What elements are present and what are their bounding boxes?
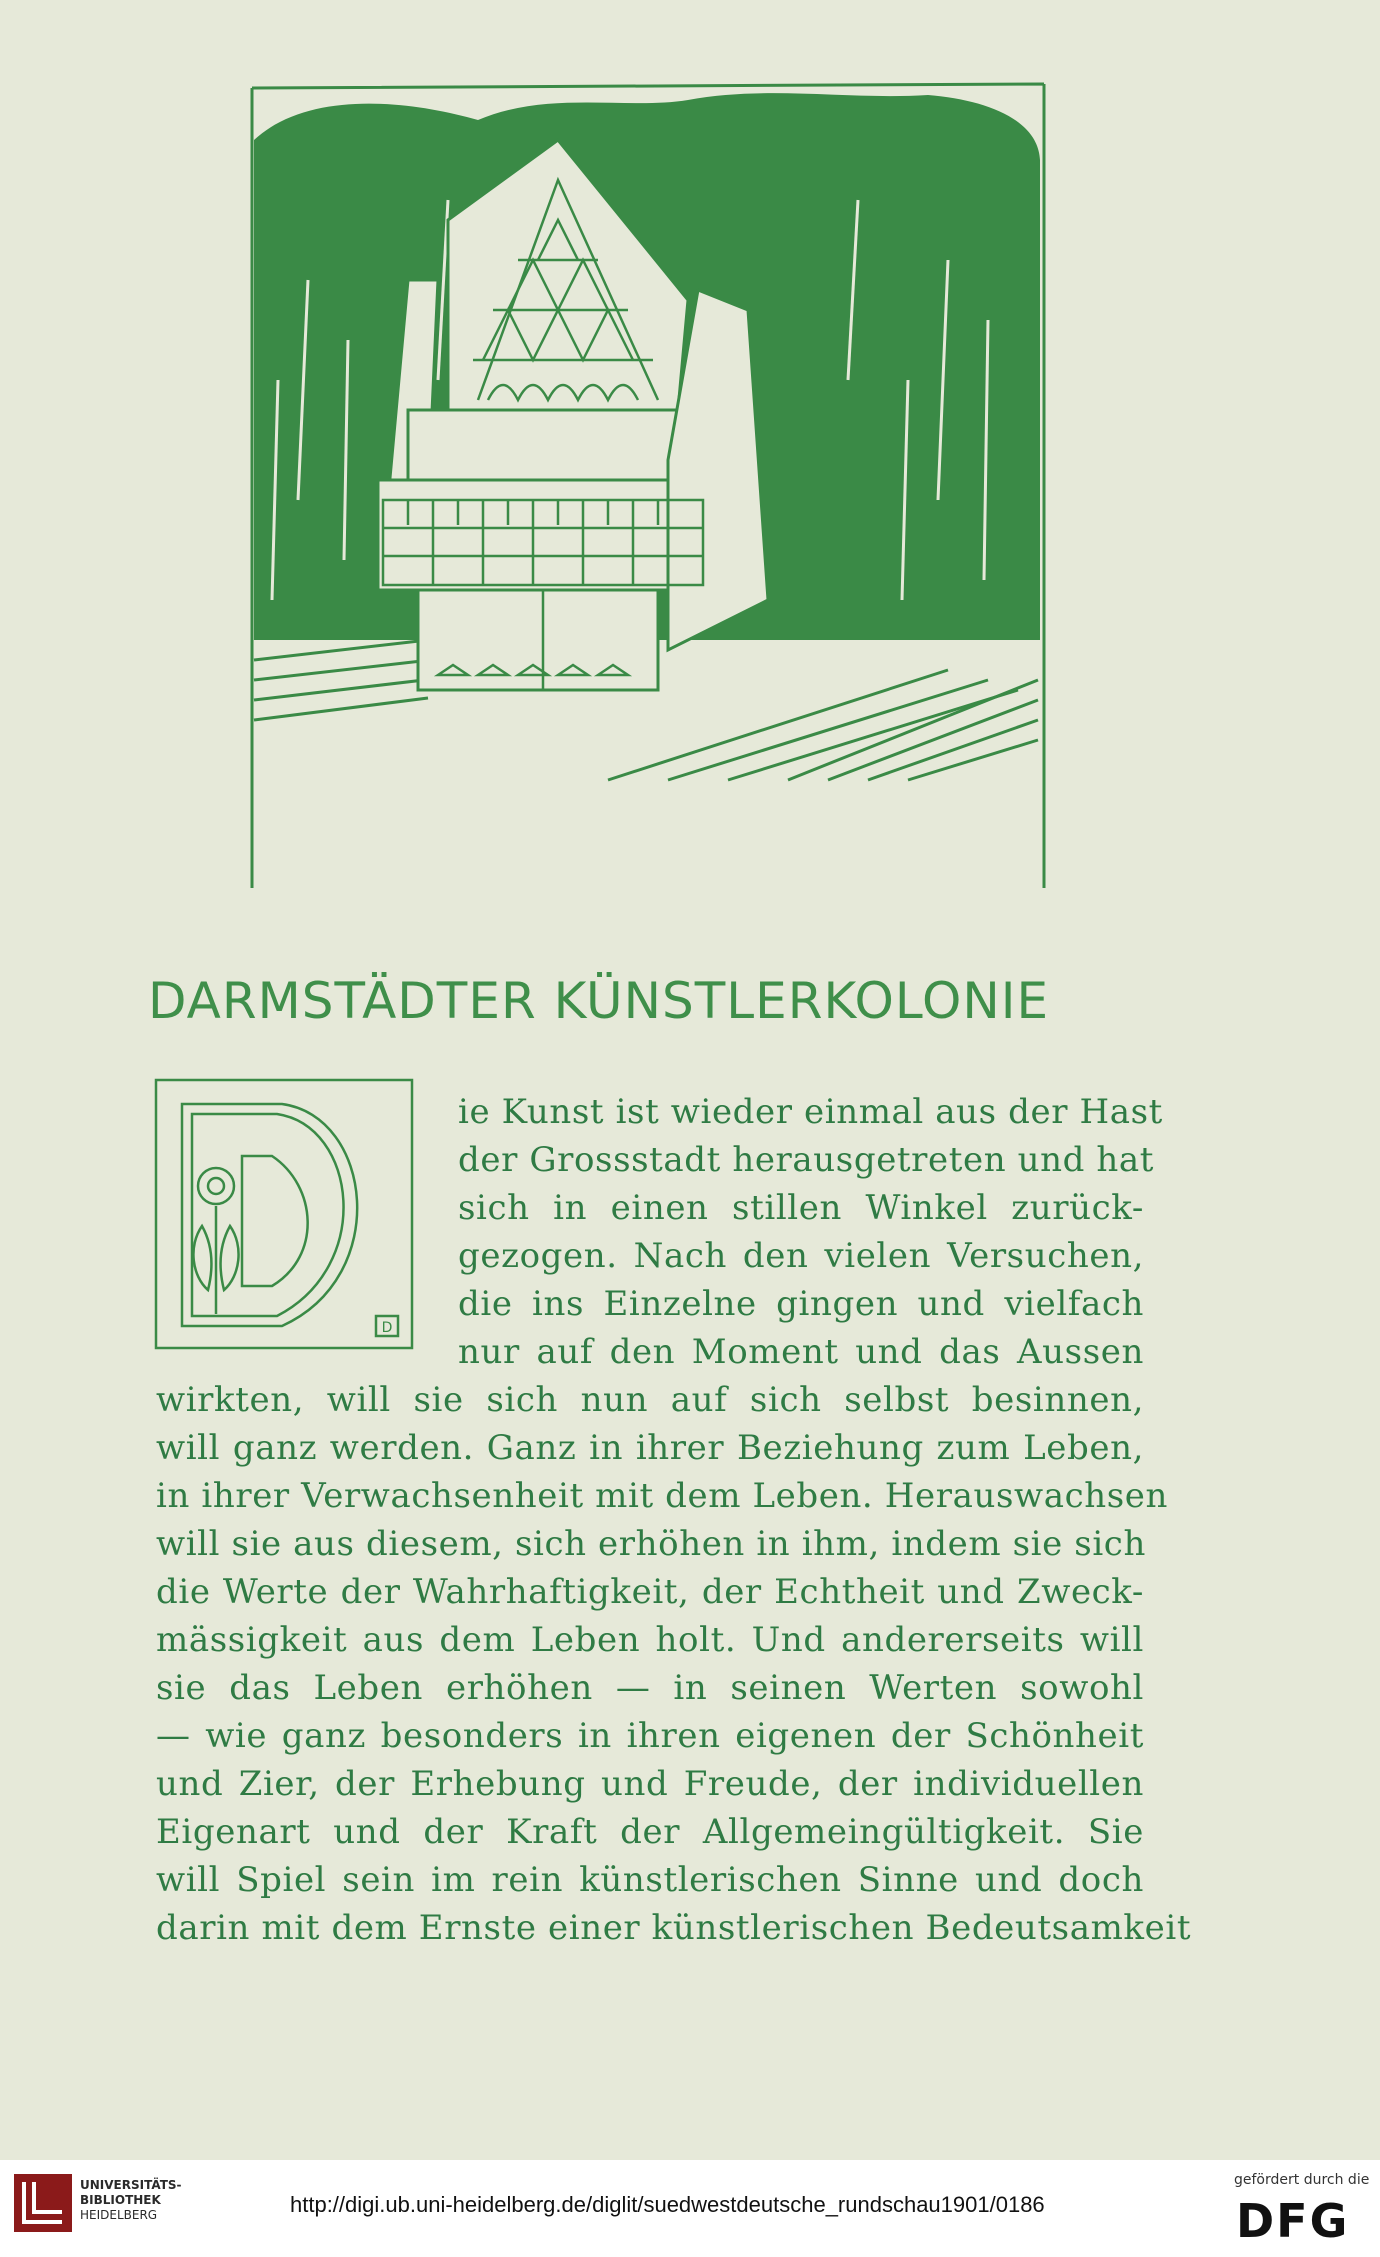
drop-cap-d xyxy=(152,1076,416,1354)
article-title: DARMSTÄDTER KÜNSTLERKOLONIE xyxy=(148,972,1050,1030)
dfg-logo: DFG xyxy=(1236,2194,1350,2248)
library-name: UNIVERSITÄTS- BIBLIOTHEK HEIDELBERG xyxy=(80,2178,182,2222)
text-line: Eigenart und der Kraft der Allgemeingültigkeit. Sie xyxy=(156,1812,1144,1852)
text-line: sich in einen stillen Winkel zurück- xyxy=(458,1188,1144,1228)
text-line: die ins Einzelne gingen und vielfach xyxy=(458,1284,1144,1324)
drop-cap-letter: D xyxy=(381,1320,393,1336)
text-line: ie Kunst ist wieder einmal aus der Hast xyxy=(458,1092,1163,1132)
source-url-link[interactable]: http://digi.ub.uni-heidelberg.de/diglit/suedwestdeutsche_rundschau1901/0186 xyxy=(290,2192,1045,2217)
text-line: darin mit dem Ernste einer künstlerischen Bedeutsamkeit xyxy=(156,1908,1192,1948)
text-line: in ihrer Verwachsenheit mit dem Leben. Herauswachsen xyxy=(156,1476,1168,1516)
text-line: der Grossstadt herausgetreten und hat xyxy=(458,1140,1155,1180)
footer-bar xyxy=(0,2160,1380,2257)
text-line: mässigkeit aus dem Leben holt. Und andererseits will xyxy=(156,1620,1144,1660)
text-line: wirkten, will sie sich nun auf sich selbst besinnen, xyxy=(156,1380,1144,1420)
text-line: will sie aus diesem, sich erhöhen in ihm, indem sie sich xyxy=(156,1524,1146,1564)
text-line: — wie ganz besonders in ihren eigenen der Schönheit xyxy=(156,1716,1144,1756)
house-illustration xyxy=(248,80,1048,890)
text-line: sie das Leben erhöhen — in seinen Werten sowohl xyxy=(156,1668,1144,1708)
text-line: nur auf den Moment und das Aussen xyxy=(458,1332,1144,1372)
text-line: will Spiel sein im rein künstlerischen Sinne und doch xyxy=(156,1860,1144,1900)
text-line: gezogen. Nach den vielen Versuchen, xyxy=(458,1236,1144,1276)
text-line: und Zier, der Erhebung und Freude, der individuellen xyxy=(156,1764,1144,1804)
text-line: will ganz werden. Ganz in ihrer Beziehung zum Leben, xyxy=(156,1428,1144,1468)
funding-label: gefördert durch die xyxy=(1234,2172,1370,2188)
text-line: die Werte der Wahrhaftigkeit, der Echtheit und Zweck- xyxy=(156,1572,1144,1612)
university-library-logo-icon xyxy=(12,2172,74,2234)
